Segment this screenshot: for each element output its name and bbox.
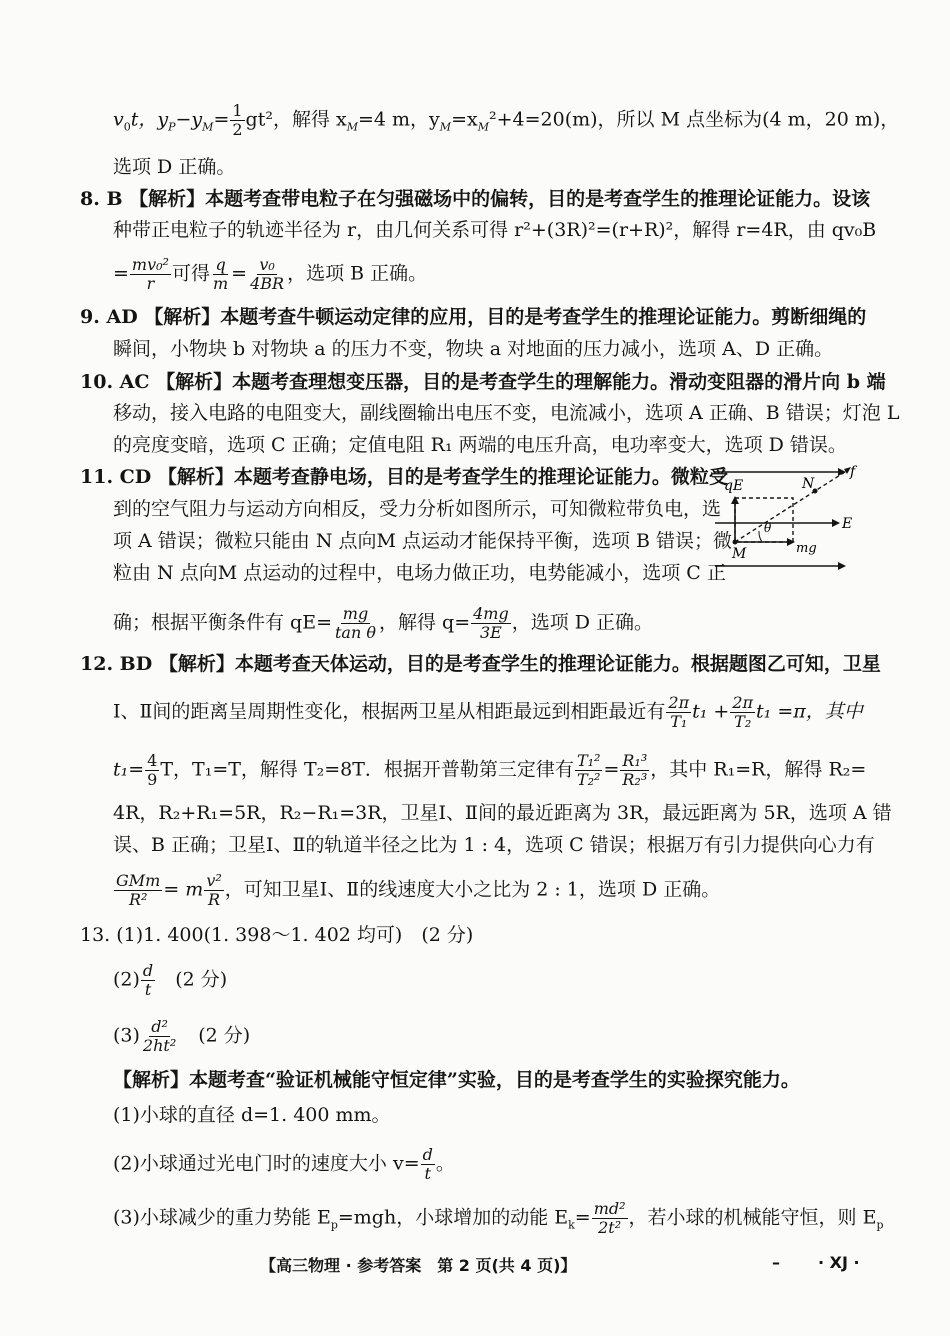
fraction-half: $\frac{1}{2}$	[232, 101, 243, 139]
q13-line1: 13. (1)1. 400(1. 398～1. 402 均可) (2 分)	[80, 924, 474, 946]
q8-head: 8. B 【解析】本题考查带电粒子在匀强磁场中的偏转，目的是考查学生的推理论证能力。设该	[80, 188, 871, 210]
q12-head: 12. BD 【解析】本题考查天体运动，目的是考查学生的推理论证能力。根据题图乙可知，卫星	[80, 653, 881, 675]
q12-line5: 误、B 正确；卫星Ⅰ、Ⅱ的轨道半径之比为 1 : 4，选项 C 错误；根据万有引力提供向心力有	[113, 834, 875, 856]
label-qE: qE	[724, 478, 744, 494]
q13-analysis-3: (3)小球减少的重力势能 $E_p=mgh$，小球增加的动能 $E_k=$ $\frac{\text{md²}}{\text{2t²}}$ ，若小球的机械能守恒，则 $E_p$	[113, 1199, 884, 1237]
q13-analysis-2: (2)小球通过光电门时的速度大小 v= $\frac{d}{t}$ 。	[113, 1145, 455, 1183]
force-diagram	[710, 458, 860, 573]
q12-line6: $\frac{\text{GMm}}{\text{R²}}$ = m $\frac{\text{v²}}{R}$ ，可知卫星Ⅰ、Ⅱ的线速度大小之比为 2 : 1，选项 D 正确。	[116, 871, 721, 909]
q12-line4: 4R，R₂+R₁=5R，R₂−R₁=3R，卫星Ⅰ、Ⅱ间的最近距离为 3R，最远距离为 5R，选项 A 错	[113, 802, 892, 824]
q13-part2: (2) $\frac{d}{t}$ (2 分)	[113, 961, 228, 999]
q10-line3: 的亮度变暗，选项 C 正确；定值电阻 R₁ 两端的电压升高，电功率变大，选项 D 错误。	[113, 434, 847, 456]
label-mg: mg	[796, 541, 817, 556]
label-M: M	[732, 546, 747, 562]
q10-head: 10. AC 【解析】本题考查理想变压器，目的是考查学生的理解能力。滑动变阻器的滑片向 b 端	[80, 371, 886, 393]
q12-line3: t₁= $\frac{4}{9}$ T，T₁=T，解得 T₂=8T．根据开普勒第三定律有 $\frac{\text{T₁²}}{\text{T₂²}}$ = $\frac{\text{R₁³}}{\text{R₂³}}$ ，其中 R₁=R，解得 R₂=	[113, 751, 867, 789]
q11-line4: 粒由 N 点向M 点运动的过程中，电场力做正功，电势能减小，选项 C 正	[113, 562, 726, 584]
q13-part3: (3) $\frac{\text{d²}}{\text{2ht²}}$ (2 分)	[113, 1017, 251, 1055]
label-E: E	[842, 516, 853, 532]
q8-line3: = $\frac{\text{mv₀²}}{r}$ 可得 $\frac{q}{m}$ = $\frac{\text{v₀}}{4BR}$ ，选项 B 正确。	[113, 255, 428, 293]
q9-head: 9. AD 【解析】本题考查牛顿运动定律的应用，目的是考查学生的推理论证能力。剪断细绳的	[80, 306, 867, 328]
q10-line2: 移动，接入电路的电阻变大，副线圈输出电压不变，电流减小，选项 A 正确、B 错误；灯泡 L	[113, 402, 900, 424]
q7-line2: 选项 D 正确。	[113, 156, 236, 178]
q7-line1: $v_0t$，$y_P-y_M=$ $\frac{1}{2}$ gt²，解得 $x_M=4$ m，$y_M=x_M^2+4=20(m)$，所以 M 点坐标为(4 m，20 m)，	[113, 101, 900, 139]
trajectory-line	[735, 470, 848, 542]
dashed-rectangle	[735, 498, 793, 542]
q8-line2: 种带正电粒子的轨迹半径为 r，由几何关系可得 r²+(3R)²=(r+R)²，解得 r=4R，由 qv₀B	[113, 219, 877, 241]
label-theta: θ	[764, 521, 772, 535]
footer-dash: –	[772, 1253, 780, 1272]
q9-line2: 瞬间，小物块 b 对物块 a 的压力不变，物块 a 对地面的压力减小，选项 A、D 正确。	[113, 338, 834, 360]
q13-analysis-1: (1)小球的直径 d=1. 400 mm。	[113, 1104, 391, 1126]
q11-line3: 项 A 错误；微粒只能由 N 点向M 点运动才能保持平衡，选项 B 错误；微	[113, 530, 733, 552]
q13-analysis-head: 【解析】本题考查“验证机械能守恒定律”实验，目的是考查学生的实验探究能力。	[113, 1069, 800, 1091]
q11-head: 11. CD 【解析】本题考查静电场，目的是考查学生的推理论证能力。微粒受	[80, 466, 728, 488]
footer-code: · XJ ·	[818, 1253, 860, 1272]
q11-line5: 确；根据平衡条件有 qE= $\frac{mg}{\text{tan θ}}$ ，解得 q= $\frac{4mg}{3E}$ ，选项 D 正确。	[113, 604, 654, 642]
label-N: N	[802, 476, 815, 492]
footer-title: 【高三物理 · 参考答案 第 2 页(共 4 页)】	[260, 1256, 577, 1275]
q11-line2: 到的空气阻力与运动方向相反，受力分析如图所示，可知微粒带负电，选	[113, 498, 722, 520]
q12-line2: Ⅰ、Ⅱ间的距离呈周期性变化，根据两卫星从相距最远到相距最近有 $\frac{2\pi}{\text{T₁}}$ t₁ + $\frac{2\pi}{\text{T₂}}$ t₁ =π，其中	[113, 693, 863, 731]
label-f: f	[850, 464, 856, 480]
